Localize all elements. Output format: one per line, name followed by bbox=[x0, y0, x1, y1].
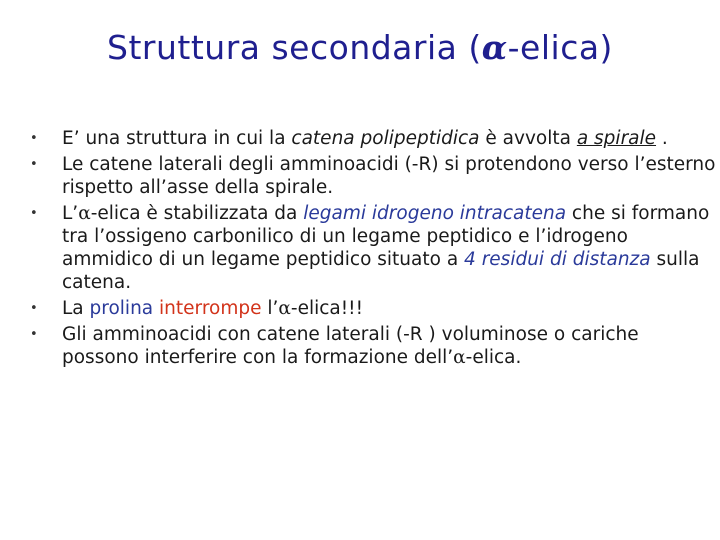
bullet-5-text-2: -elica. bbox=[465, 347, 522, 368]
bullet-1-text-3: . bbox=[656, 128, 668, 149]
bullet-4-interrompe: interrompe bbox=[159, 298, 262, 319]
bullet-1-text-2: è avvolta bbox=[479, 128, 577, 149]
bullet-marker: • bbox=[30, 327, 38, 342]
bullet-3-emphasis-residues: 4 residui di distanza bbox=[464, 249, 651, 270]
bullet-5-text-1: Gli amminoacidi con catene laterali (-R ) voluminose o cariche possono interferire con la formazione dell’ bbox=[62, 324, 639, 368]
bullet-item-1 bbox=[30, 127, 720, 150]
bullet-4-prolina: prolina bbox=[89, 298, 154, 319]
bullet-item-3 bbox=[30, 202, 720, 294]
bullet-3-text-2: -elica è stabilizzata da bbox=[90, 203, 304, 224]
title-text-pre: Struttura secondaria ( bbox=[107, 28, 482, 67]
bullet-3-text-3: che si formano tra l’ossigeno carbonilico di un legame peptidico e l’idrogeno ammidico di un legame peptidico situato a bbox=[62, 203, 710, 270]
bullet-3-text-1: L’ bbox=[62, 203, 79, 224]
bullet-3-text-4: sulla catena. bbox=[62, 249, 700, 293]
bullet-item-5 bbox=[30, 323, 720, 369]
title-alpha-symbol: α bbox=[481, 28, 508, 67]
bullet-marker: • bbox=[30, 131, 38, 146]
bullet-1-underlined: a spirale bbox=[576, 128, 657, 149]
bullet-3-emphasis-hydrogen-bonds: legami idrogeno intracatena bbox=[303, 203, 567, 224]
alpha-symbol: α bbox=[78, 203, 91, 224]
bullet-marker: • bbox=[30, 301, 38, 316]
bullet-1-text-1: E’ una struttura in cui la bbox=[62, 128, 292, 149]
title-text-post: -elica) bbox=[507, 28, 613, 67]
bullet-4-text-2: l’ bbox=[261, 298, 279, 319]
bullet-1-emphasis: catena polipeptidica bbox=[291, 128, 480, 149]
bullet-item-2 bbox=[30, 153, 720, 199]
bullet-4-text-3: -elica!!! bbox=[290, 298, 363, 319]
slide-title bbox=[0, 28, 720, 67]
bullet-item-4 bbox=[30, 297, 720, 320]
bullet-marker: • bbox=[30, 157, 38, 172]
alpha-symbol: α bbox=[453, 347, 466, 368]
bullet-list bbox=[30, 127, 720, 372]
bullet-4-text-1: La bbox=[62, 298, 90, 319]
alpha-symbol: α bbox=[278, 298, 291, 319]
bullet-2-text: Le catene laterali degli amminoacidi (-R) si protendono verso l’esterno rispetto all’asse della spirale. bbox=[62, 154, 716, 198]
bullet-marker: • bbox=[30, 206, 38, 221]
